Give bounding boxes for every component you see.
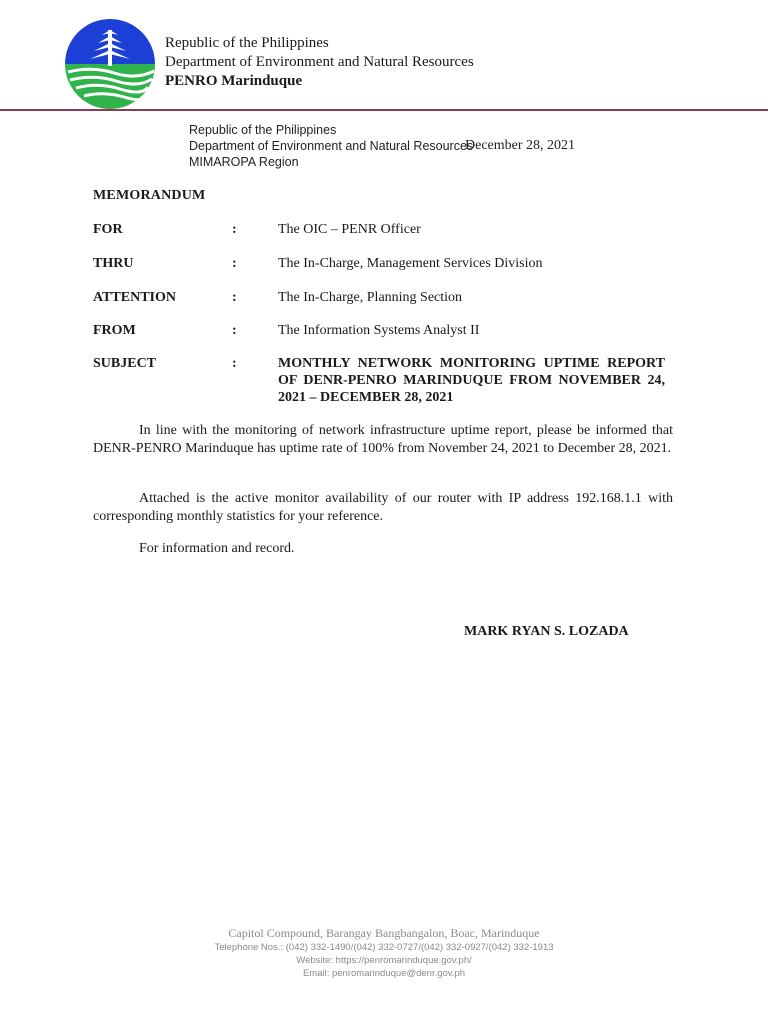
sub-letterhead-region: MIMAROPA Region xyxy=(189,155,299,169)
footer-website: Website: https://penromarinduque.gov.ph/ xyxy=(296,955,472,966)
sub-letterhead-department: Department of Environment and Natural Resources xyxy=(189,139,474,153)
field-label: FOR xyxy=(93,222,123,237)
field-label: ATTENTION xyxy=(93,290,176,305)
body-paragraph: In line with the monitoring of network infrastructure uptime report, please be informed that DENR-PENRO Marinduque has uptime rate of 100% from November 24, 2021 to December 28, 2021. xyxy=(93,423,673,456)
letterhead xyxy=(165,34,474,91)
denr-logo-icon xyxy=(62,16,158,112)
field-value: The In-Charge, Planning Section xyxy=(278,290,463,305)
body-paragraph: Attached is the active monitor availability of our router with IP address 192.168.1.1 with corresponding monthly statistics for your reference. xyxy=(93,491,673,524)
memo-date: December 28, 2021 xyxy=(465,138,576,153)
sub-letterhead-republic: Republic of the Philippines xyxy=(189,123,337,137)
field-value: The In-Charge, Management Services Division xyxy=(278,256,543,271)
field-colon: : xyxy=(232,222,237,237)
field-label: THRU xyxy=(93,256,134,271)
field-label: SUBJECT xyxy=(93,356,157,371)
footer-telephone: Telephone Nos.: (042) 332-1490/(042) 332-0727/(042) 332-0927/(042) 332-1913 xyxy=(214,942,554,953)
signatory-name: MARK RYAN S. LOZADA xyxy=(464,624,629,639)
footer-address: Capitol Compound, Barangay Bangbangalon, Boac, Marinduque xyxy=(228,926,540,940)
field-value: The Information Systems Analyst II xyxy=(278,323,480,338)
footer-email: Email: penromarinduque@denr.gov.ph xyxy=(302,968,466,979)
memo-title: MEMORANDUM xyxy=(93,188,206,203)
letterhead-divider xyxy=(0,109,768,111)
field-colon: : xyxy=(232,356,237,371)
letterhead-department: Department of Environment and Natural Resources xyxy=(165,54,474,70)
field-colon: : xyxy=(232,256,237,271)
field-value: The OIC – PENR Officer xyxy=(278,222,421,237)
field-colon: : xyxy=(232,323,237,338)
body-paragraph: For information and record. xyxy=(139,541,295,556)
letterhead-office: PENRO Marinduque xyxy=(165,73,303,89)
sub-letterhead xyxy=(189,122,473,170)
field-label: FROM xyxy=(93,323,136,338)
field-colon: : xyxy=(232,290,237,305)
field-value: MONTHLY NETWORK MONITORING UPTIME REPORT OF DENR-PENRO MARINDUQUE FROM NOVEMBER 24, 2021 – DECEMBER 28, 2021 xyxy=(278,356,665,405)
letterhead-republic: Republic of the Philippines xyxy=(165,35,329,51)
